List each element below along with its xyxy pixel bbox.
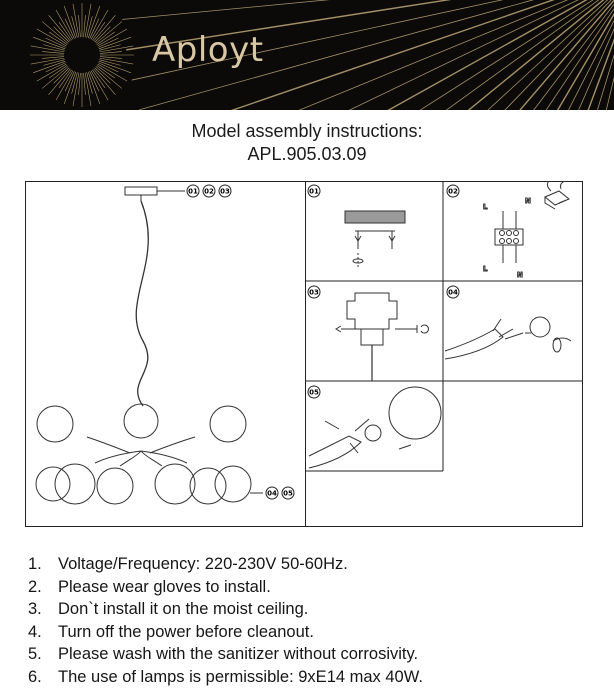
page-title [0,120,614,166]
chandelier-drawing [36,187,263,504]
brand-banner [0,0,614,110]
wire-label: N [517,271,523,279]
callout-label: 02 [204,187,214,196]
instruction-item: 3. Don`t install it on the moist ceiling. [28,600,309,618]
assembly-diagram [25,181,583,527]
sunburst-logo [0,0,614,110]
callout-label: 01 [188,187,198,196]
step-01-drawing [345,211,405,267]
step-02-drawing [483,181,569,279]
step-label: 02 [448,187,458,196]
wire-label: L [483,265,488,273]
steps-panel [306,182,583,527]
step-05-drawing [309,387,441,468]
step-label: 03 [309,288,319,297]
instruction-item: 5. Please wash with the sanitizer without corrosivity. [28,645,419,663]
instruction-item: 2. Please wear gloves to install. [28,577,271,596]
title-line: Model assembly instructions: [191,121,423,141]
step-label: 05 [309,388,319,397]
wire-label: L [483,203,488,211]
step-03-drawing [336,293,428,381]
wire-label: N [525,197,531,205]
step-04-drawing [445,317,571,359]
callout-label: 03 [220,187,230,196]
callout-label: 04 [267,489,277,498]
callout-label: 05 [283,489,293,498]
instruction-item: 4. Turn off the power before cleanout. [28,622,314,641]
instruction-item: 6. The use of lamps is permissible: 9xE14 max 40W. [28,667,423,686]
callout-top [187,185,231,197]
model-number: APL.905.03.09 [247,144,367,164]
instruction-item: 1. Voltage/Frequency: 220-230V 50-60Hz. [28,555,348,573]
step-label: 01 [309,187,319,196]
instruction-list [28,553,423,688]
callout-bottom [266,487,294,499]
step-label: 04 [448,288,458,297]
brand-name: Aployt [152,30,264,70]
